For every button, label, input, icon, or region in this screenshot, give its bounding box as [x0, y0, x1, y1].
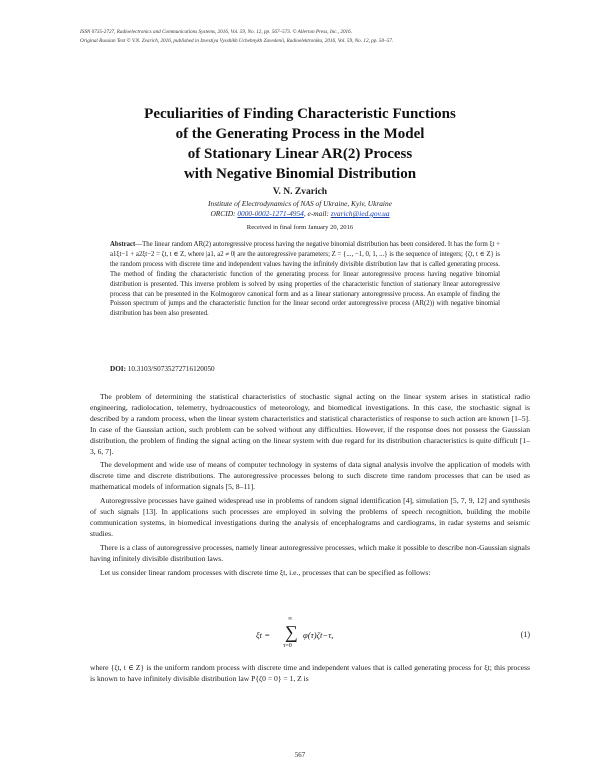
- orcid-label: ORCID:: [210, 209, 238, 218]
- equation-1: [90, 618, 530, 656]
- email-label: , e-mail:: [303, 209, 331, 218]
- body-paragraph-5: Let us consider linear random processes with discrete time ξt, i.e., processes that can be specified as follows:: [100, 567, 431, 577]
- body-paragraph-1: The problem of determining the statistical characteristics of stochastic signal acting on the linear system arises in statistical radio engineering, radiolocation, telemetry, hydroacoustics of meteorology, and biomedical investigations. In this case, the stochastic signal is described by a random process, when the linear system characteristics and statistical characteristics of response to such action are known [1–5]. In case of the Gaussian action, such problem can be solved without any difficulties. However, if the response does not possess the Gaussian distribution, the problem of finding the signal acting on the linear system with due regard for its distribution characteristics is quite difficult [1–3, 6, 7].: [90, 392, 530, 456]
- author-name: V. N. Zvarich: [272, 187, 328, 197]
- title-line-3: of Stationary Linear AR(2) Process: [187, 146, 413, 162]
- email-link[interactable]: zvarich@ied.gov.ua: [330, 209, 390, 218]
- abstract-paragraph: [110, 240, 500, 319]
- sum-symbol: ∑: [285, 622, 298, 642]
- doi: [110, 364, 215, 374]
- paper-title: [60, 104, 540, 184]
- page-number: 567: [294, 752, 306, 759]
- equation-number: (1): [520, 630, 530, 639]
- abstract-label: Abstract: [110, 241, 136, 248]
- sum-upper-limit: ∞: [288, 616, 293, 622]
- body-paragraph-2: The development and wide use of means of computer technology in systems of data signal analysis involve the application of models with discrete time and discrete distributions. The autoregressive processes belong to such discrete time random processes that can be used as mathematical models of information signals [5, 8–11].: [90, 460, 530, 492]
- abstract-text: —The linear random AR(2) autoregressive process having the negative binomial distribution has been considered. It has the form ξt + a1ξt−1 + a2ξt−2 = ζt, t ∈ Z, where |a1, a2 ≠ 0| are the autoregressive parameters; Z = {..., −1, 0, 1, ...} is the sequence of integers; {ζt, t ∈ Z} is the random process with discrete time and independent values having the infinitely divisible distribution law that is called generating process. The method of finding the characteristic function of the generating process for linear autoregressive process having negative binomial distribution is presented. This inverse problem is solved by using properties of the characteristic function of stationary linear autoregressive process that can be presented in the Kolmogorov canonical form and as a linear stationary autoregressive process. An example of finding the Poisson spectrum of jumps and the characteristic function for the linear second order autoregressive process (AR(2)) with negative binomial distribution has been also presented.: [110, 241, 500, 318]
- journal-header: [80, 28, 540, 46]
- equation-lhs: ξt =: [256, 630, 271, 640]
- doi-value[interactable]: 10.3103/S0735272716120050: [127, 365, 215, 373]
- header-line-1: ISSN 0735-2727, Radioelectronics and Communications Systems, 2016, Vol. 59, No. 12, pp. 567–573. © Allerton Press, Inc., 2016.: [80, 29, 353, 35]
- orcid-link[interactable]: 0000-0002-1271-4954: [237, 209, 304, 218]
- body-paragraph-6: where {ζt, t ∈ Z} is the uniform random process with discrete time and independent values that is called generating process for ξt; this process is known to have infinitely divisible distribution law P{ζ0 = 0} = 1, Z is: [90, 663, 530, 683]
- header-line-2: Original Russian Text © V.N. Zvarich, 2016, published in Izvestiya Vysshikh Uchebnykh Zavedenii, Radioelektronika, 2016, Vol. 59, No. 12, pp. 50–57.: [80, 38, 394, 44]
- contact-line: [60, 209, 540, 219]
- equation-rhs: φ(τ)ζt−τ,: [303, 630, 334, 640]
- title-line-4: with Negative Binomial Distribution: [183, 166, 417, 182]
- body-text: [90, 392, 530, 582]
- title-line-2: of the Generating Process in the Model: [175, 126, 425, 142]
- received-date: Received in final form January 20, 2016: [246, 224, 354, 231]
- abstract: [110, 240, 500, 319]
- affiliation: [60, 199, 540, 219]
- doi-label: DOI:: [110, 365, 126, 373]
- body-paragraph-4: There is a class of autoregressive processes, namely linear autoregressive processes, which make it possible to describe non-Gaussian signals having infinitely divisible distribution laws.: [90, 542, 530, 563]
- sum-lower-limit: τ=0: [283, 643, 292, 649]
- body-paragraph-3: Autoregressive processes have gained widespread use in problems of random signal identification [4], simulation [5, 7, 9, 12] and synthesis of such signals [13]. In applications such processes are employed in solving the problems of speech recognition, building the mobile communication systems, in biomedical investigations during the analysis of encephalograms and cardiograms, in radar systems and seismic studies.: [90, 496, 530, 538]
- institute: Institute of Electrodynamics of NAS of Ukraine, Kyiv, Ukraine: [208, 199, 392, 208]
- title-line-1: Peculiarities of Finding Characteristic Functions: [144, 106, 456, 122]
